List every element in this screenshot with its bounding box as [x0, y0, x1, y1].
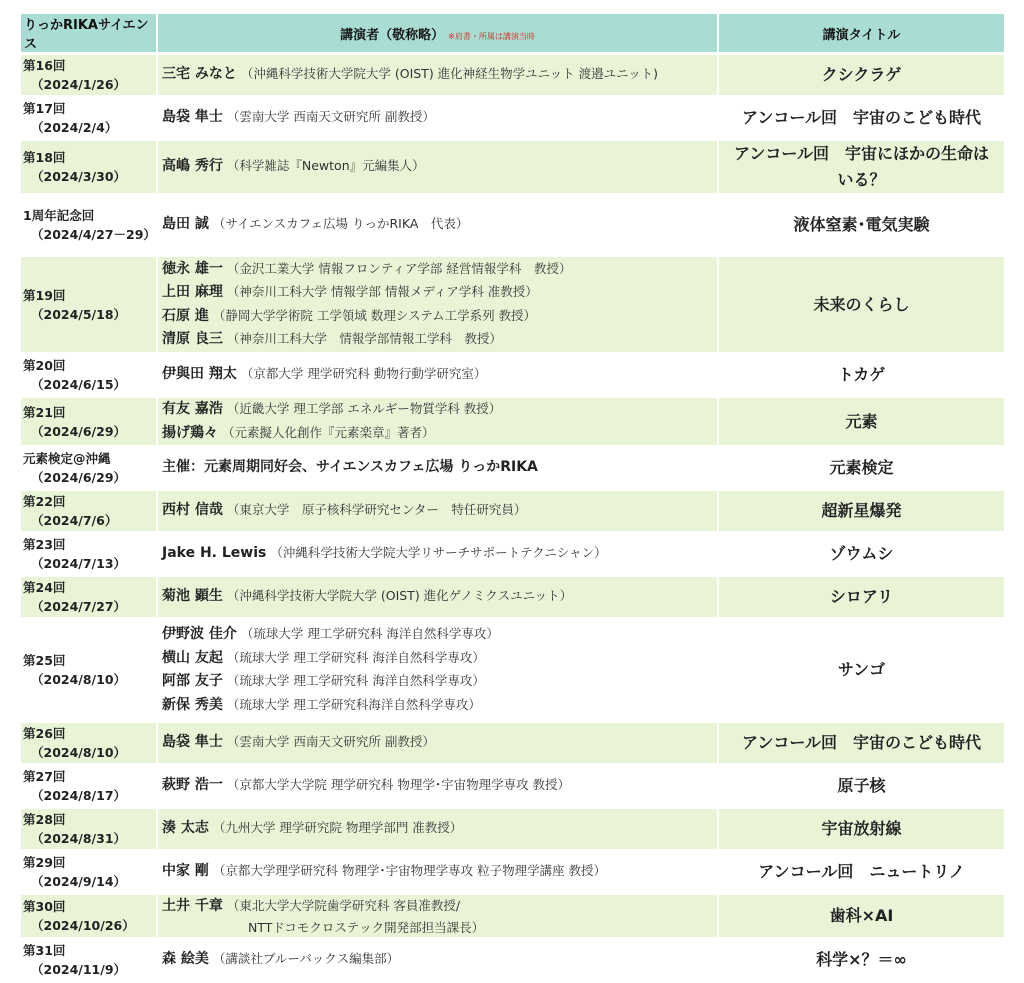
session-cell [21, 852, 158, 892]
speaker-entry [162, 281, 717, 305]
table-row [21, 98, 1004, 138]
speaker-name: 伊野波 佳介 [162, 626, 237, 642]
session-date: （2024/1/26） [31, 77, 127, 92]
speaker-entry [162, 585, 717, 609]
session-number: 第24回 [23, 580, 66, 595]
speaker-affiliation: （沖縄科学技術大学院大学 (OIST) 進化ゲノミクスユニット） [226, 588, 573, 604]
header-speaker-label: 講演者（敬称略） [340, 27, 445, 43]
lecture-title: アンコール回 宇宙のこども時代 [719, 723, 1004, 763]
session-number: 第17回 [23, 101, 66, 116]
speaker-name: 石原 進 [162, 307, 209, 324]
speaker-entry [162, 305, 717, 329]
session-date: （2024/9/14） [31, 874, 127, 889]
speaker-cell [158, 852, 719, 892]
table-row [21, 940, 1004, 980]
session-date: （2024/10/26） [31, 917, 135, 933]
speaker-entry [162, 647, 717, 671]
speaker-cell [158, 355, 719, 395]
speaker-affiliation: （神奈川工科大学 情報学部 情報メディア学科 准教授） [226, 284, 538, 299]
speaker-cell [158, 534, 719, 574]
session-date: （2024/7/6） [31, 513, 118, 528]
header-speaker-note: ※肩書・所属は講演当時 [448, 31, 535, 41]
speaker-cell [158, 766, 719, 806]
lecture-title: 液体窒素･電気実験 [719, 196, 1004, 254]
session-cell [21, 355, 158, 395]
session-date: （2024/3/30） [31, 169, 127, 184]
speaker-affiliation: （琉球大学 理工学研究科 海洋自然科学専攻） [226, 649, 485, 665]
speaker-entry [162, 328, 717, 352]
speaker-entry [162, 398, 717, 422]
table-row [21, 491, 1004, 531]
speaker-cell [158, 196, 719, 254]
lecture-title: ゾウムシ [719, 534, 1004, 574]
session-number: 元素検定@沖縄 [23, 451, 111, 466]
session-cell [21, 766, 158, 806]
table-row [21, 852, 1004, 892]
session-date: （2024/7/13） [31, 556, 127, 571]
lecture-table-container [21, 14, 1004, 983]
speaker-name: 森 絵美 [162, 950, 209, 967]
header-session: りっかRIKAサイエンス [21, 14, 158, 52]
lecture-title: シロアリ [719, 577, 1004, 617]
speaker-name: 菊池 顕生 [162, 588, 223, 605]
speaker-affiliation: （東北大学大学院歯学研究科 客員准教授/ [226, 898, 461, 913]
speaker-entry [162, 623, 717, 647]
speaker-affiliation: （静岡大学学術院 工学領域 数理システム工学系列 教授） [212, 307, 537, 323]
speaker-entry [162, 895, 717, 919]
session-date: （2024/4/27－29） [31, 227, 156, 242]
header-title: 講演タイトル [719, 14, 1004, 52]
session-date: （2024/6/29） [31, 470, 127, 485]
speaker-cell [158, 809, 719, 849]
speaker-affiliation: （京都大学 理学研究科 動物行動学研究室） [240, 366, 487, 382]
speaker-name: 伊與田 翔太 [162, 366, 237, 383]
session-number: 第20回 [23, 358, 66, 373]
session-date: （2024/2/4） [31, 120, 118, 135]
speaker-name: 島田 誠 [162, 216, 209, 233]
speaker-name: 西村 信哉 [162, 502, 223, 519]
speaker-name: 有友 嘉浩 [162, 401, 223, 417]
speaker-name: 土井 千章 [162, 898, 223, 914]
speaker-affiliation: （沖縄科学技術大学院大学 (OIST) 進化神経生物学ユニット 渡邉ユニット) [240, 66, 659, 82]
session-cell [21, 723, 158, 763]
speaker-entry [162, 731, 717, 755]
speaker-affiliation: （沖縄科学技術大学院大学リサーチサポートテクニシャン） [270, 545, 607, 561]
speaker-entry [162, 155, 717, 179]
lecture-title: 科学×？＝∞ [719, 940, 1004, 980]
table-body [21, 55, 1004, 980]
lecture-title: クシクラゲ [719, 55, 1004, 95]
speaker-cell [158, 491, 719, 531]
speaker-name: 揚げ鶏々 [162, 424, 218, 441]
speaker-entry [162, 363, 717, 387]
table-row [21, 257, 1004, 352]
table-row [21, 355, 1004, 395]
speaker-affiliation: （京都大学大学院 理学研究科 物理学･宇宙物理学専攻 教授） [226, 777, 571, 793]
speaker-affiliation: （雲南大学 西南天文研究所 副教授） [226, 109, 435, 125]
lecture-title: 宇宙放射線 [719, 809, 1004, 849]
speaker-name: 島袋 隼士 [162, 109, 223, 126]
session-number: 第22回 [23, 494, 66, 509]
lecture-title: 元素検定 [719, 448, 1004, 488]
session-cell [21, 491, 158, 531]
session-date: （2024/8/10） [31, 672, 127, 687]
speaker-affiliation: （琉球大学 理工学研究科海洋自然科学専攻） [226, 696, 481, 712]
session-cell [21, 141, 158, 193]
table-header-row [21, 14, 1004, 52]
session-number: 第28回 [23, 812, 66, 827]
speaker-affiliation: （サイエンスカフェ広場 りっかRIKA 代表） [212, 216, 469, 232]
speaker-affiliation: （京都大学理学研究科 物理学･宇宙物理学専攻 粒子物理学講座 教授） [212, 863, 607, 879]
speaker-cell [158, 141, 719, 193]
speaker-entry [162, 422, 717, 446]
lecture-title: 原子核 [719, 766, 1004, 806]
session-number: 第23回 [23, 537, 66, 552]
table-row [21, 196, 1004, 254]
speaker-affiliation: （近畿大学 理工学部 エネルギー物質学科 教授） [226, 401, 502, 416]
session-number: 第30回 [23, 898, 66, 914]
table-row [21, 809, 1004, 849]
speaker-entry [162, 258, 717, 282]
session-number: 第19回 [23, 287, 66, 303]
speaker-cell [158, 98, 719, 138]
table-row [21, 723, 1004, 763]
speaker-name: 上田 麻理 [162, 284, 223, 300]
table-row [21, 895, 1004, 937]
lecture-title: 未来のくらし [719, 257, 1004, 352]
table-row [21, 766, 1004, 806]
speaker-name: 中家 剛 [162, 863, 209, 880]
speaker-cell [158, 257, 719, 352]
speaker-affiliation: （科学雑誌『Newton』元編集人） [226, 158, 425, 174]
session-date: （2024/8/17） [31, 788, 127, 803]
speaker-affiliation: （琉球大学 理工学研究科 海洋自然科学専攻） [240, 626, 499, 641]
session-number: 第27回 [23, 769, 66, 784]
speaker-cell [158, 577, 719, 617]
speaker-entry [162, 694, 717, 718]
lecture-title: 元素 [719, 398, 1004, 445]
session-date: （2024/8/31） [31, 831, 127, 846]
speaker-affiliation: （元素擬人化創作『元素楽章』著者） [222, 424, 435, 440]
speaker-affiliation: （金沢工業大学 情報フロンティア学部 経営情報学科 教授） [226, 260, 572, 276]
lecture-schedule-table [21, 11, 1004, 983]
speaker-name: 高嶋 秀行 [162, 158, 223, 175]
lecture-title: 歯科×AI [719, 895, 1004, 937]
speaker-cell [158, 723, 719, 763]
session-date: （2024/6/29） [31, 423, 127, 439]
speaker-name: 三宅 みなと [162, 66, 237, 83]
speaker-cell [158, 55, 719, 95]
speaker-name: 新保 秀美 [162, 696, 223, 713]
session-cell [21, 620, 158, 720]
speaker-entry [162, 106, 717, 130]
session-number: 第25回 [23, 653, 66, 668]
speaker-name: 徳永 雄一 [162, 260, 223, 277]
session-cell [21, 577, 158, 617]
session-date: （2024/8/10） [31, 745, 127, 760]
speaker-name: 島袋 隼士 [162, 734, 223, 751]
speaker-cell [158, 448, 719, 488]
session-number: 第16回 [23, 58, 66, 73]
speaker-entry [162, 456, 717, 480]
speaker-affiliation: （神奈川工科大学 情報学部情報工学科 教授） [226, 331, 502, 346]
speaker-affiliation-line2: NTTドコモクロステック開発部担当課長） [248, 919, 485, 935]
lecture-title: サンゴ [719, 620, 1004, 720]
session-date: （2024/11/9） [31, 961, 127, 977]
table-row [21, 141, 1004, 193]
speaker-name: Jake H. Lewis [162, 545, 267, 562]
speaker-name: 阿部 友子 [162, 673, 223, 689]
lecture-title: アンコール回 宇宙にほかの生命はいる？ [719, 141, 1004, 193]
session-date: （2024/5/18） [31, 306, 127, 322]
speaker-entry [162, 63, 717, 87]
session-number: 第26回 [23, 726, 66, 741]
speaker-name: 主催：元素周期同好会、サイエンスカフェ広場 りっかRIKA [162, 459, 538, 476]
header-speaker [158, 14, 719, 52]
speaker-entry [162, 542, 717, 566]
session-number: 第18回 [23, 150, 66, 165]
lecture-title: トカゲ [719, 355, 1004, 395]
table-row [21, 534, 1004, 574]
speaker-affiliation: （琉球大学 理工学研究科 海洋自然科学専攻） [226, 673, 485, 688]
table-row [21, 577, 1004, 617]
table-row [21, 55, 1004, 95]
speaker-entry [162, 948, 717, 972]
lecture-title: アンコール回 ニュートリノ [719, 852, 1004, 892]
session-cell [21, 257, 158, 352]
speaker-cell [158, 620, 719, 720]
session-cell [21, 196, 158, 254]
speaker-entry [162, 817, 717, 841]
speaker-cell [158, 398, 719, 445]
session-cell [21, 398, 158, 445]
speaker-entry [162, 860, 717, 884]
lecture-title: 超新星爆発 [719, 491, 1004, 531]
session-date: （2024/7/27） [31, 599, 127, 614]
session-number: 第21回 [23, 404, 66, 420]
speaker-affiliation: （講談社ブルーバックス編集部） [212, 950, 400, 966]
session-cell [21, 940, 158, 980]
speaker-affiliation: （東京大学 原子核科学研究センター 特任研究員） [226, 502, 527, 518]
lecture-title: アンコール回 宇宙のこども時代 [719, 98, 1004, 138]
session-cell [21, 895, 158, 937]
speaker-entry [162, 499, 717, 523]
speaker-name: 萩野 浩一 [162, 777, 223, 794]
speaker-cell [158, 940, 719, 980]
session-cell [21, 98, 158, 138]
table-row [21, 448, 1004, 488]
session-cell [21, 55, 158, 95]
table-row [21, 398, 1004, 445]
speaker-cell [158, 895, 719, 937]
speaker-affiliation: （九州大学 理学研究院 物理学部門 准教授） [212, 820, 463, 836]
speaker-name: 清原 良三 [162, 331, 223, 347]
speaker-name: 湊 太志 [162, 820, 209, 837]
table-row [21, 620, 1004, 720]
speaker-name: 横山 友起 [162, 649, 223, 666]
session-cell [21, 448, 158, 488]
speaker-entry [162, 213, 717, 237]
session-number: 第31回 [23, 942, 66, 958]
speaker-entry [162, 670, 717, 694]
session-number: 第29回 [23, 855, 66, 870]
session-cell [21, 534, 158, 574]
session-cell [21, 809, 158, 849]
speaker-affiliation: （雲南大学 西南天文研究所 副教授） [226, 734, 435, 750]
session-number: 1周年記念回 [23, 208, 95, 223]
session-date: （2024/6/15） [31, 377, 127, 392]
speaker-entry [162, 774, 717, 798]
